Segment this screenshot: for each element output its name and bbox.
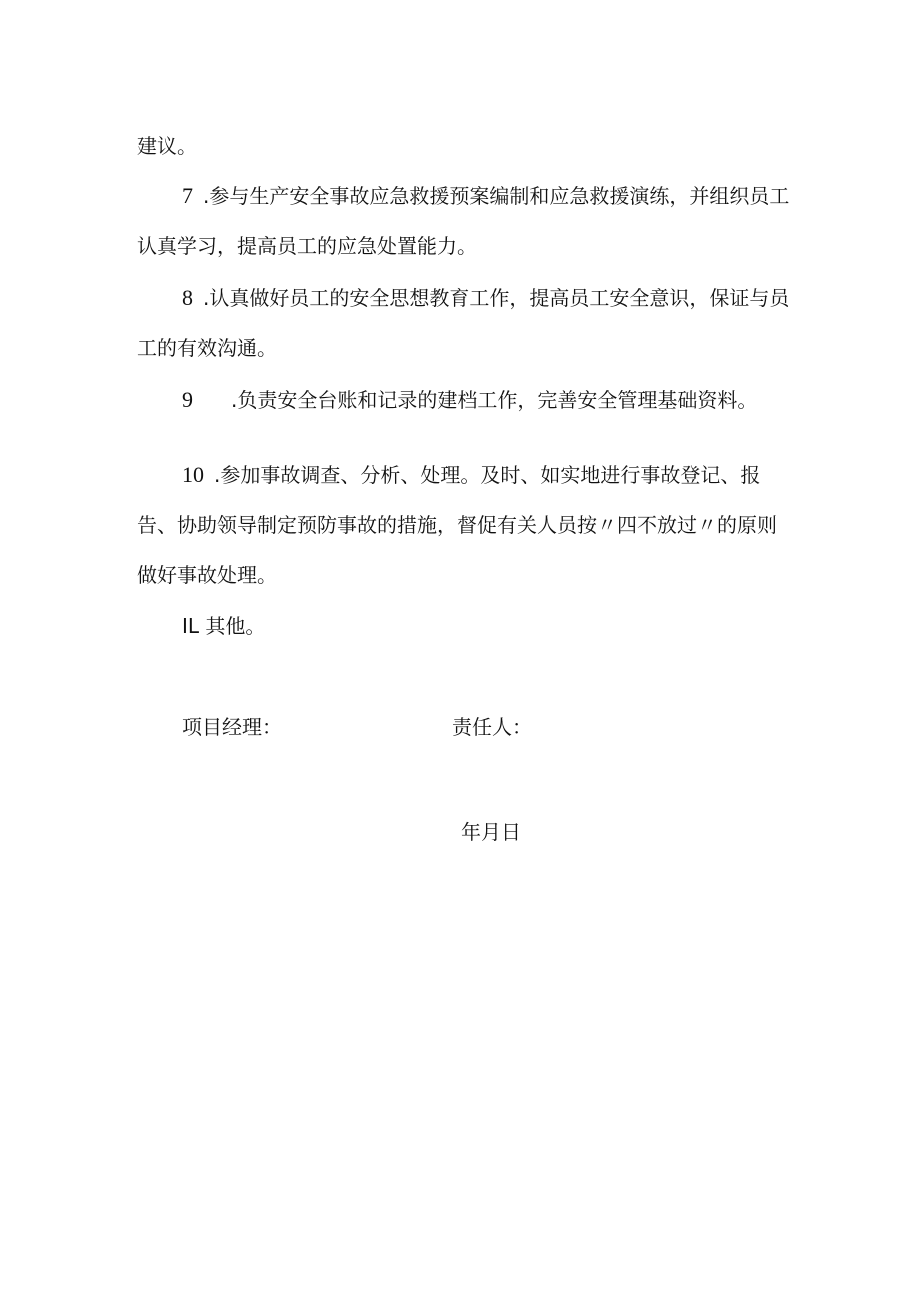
continuation-line: 建议。: [137, 134, 197, 158]
item-8-number: 8: [182, 285, 193, 310]
item-8-line-1: [182, 284, 789, 312]
item-9-line-1: [182, 386, 757, 414]
item-10-number: 10: [182, 462, 204, 487]
project-manager-label: 项目经理：: [182, 715, 282, 739]
item-10-text-1: .参加事故调查、分析、处理。及时、如实地进行事故登记、报: [214, 463, 761, 487]
item-7-number: 7: [182, 183, 193, 208]
item-9-number: 9: [182, 387, 193, 412]
responsible-person-label: 责任人：: [452, 715, 532, 739]
item-8-line-2: 工的有效沟通。: [137, 336, 277, 360]
item-10-line-1: [182, 461, 760, 489]
item-10-line-3: 做好事故处理。: [137, 563, 277, 587]
item-8-text-1: .认真做好员工的安全思想教育工作，提高员工安全意识，保证与员: [203, 286, 790, 310]
item-9-text-1: .负责安全台账和记录的建档工作，完善安全管理基础资料。: [231, 388, 758, 412]
item-7-line-2: 认真学习，提高员工的应急处置能力。: [137, 234, 477, 258]
item-11-line: IL 其他。: [182, 614, 266, 638]
item-10-line-2: 告、协助领导制定预防事故的措施，督促有关人员按〃四不放过〃的原则: [137, 513, 777, 537]
item-7-text-1: .参与生产安全事故应急救援预案编制和应急救援演练，并组织员工: [203, 184, 790, 208]
item-7-line-1: [182, 182, 789, 210]
date-label: 年月日: [461, 820, 521, 844]
